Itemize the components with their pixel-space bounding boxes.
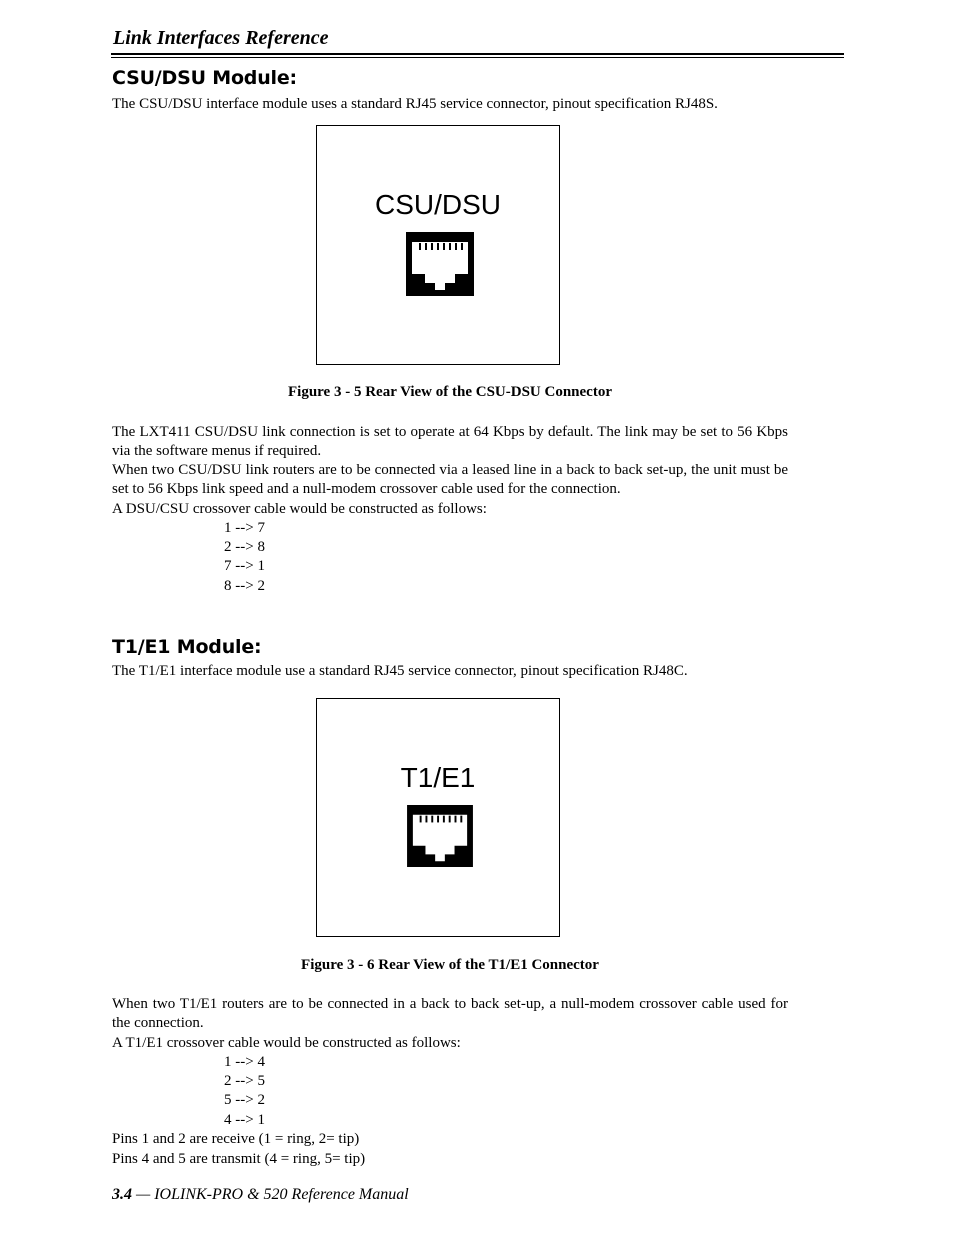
rj45-port-icon <box>406 232 474 296</box>
t1-e1-paragraph-backtoback: When two T1/E1 routers are to be connected in a back to back set-up, a null-modem crossover cable used for the connection. <box>112 996 788 1032</box>
t1-e1-figure <box>316 698 560 937</box>
header-rule-thin <box>111 57 844 58</box>
csu-dsu-crossover-intro: A DSU/CSU crossover cable would be constructed as follows: <box>112 501 487 517</box>
figure-caption-t1-e1: Figure 3 - 6 Rear View of the T1/E1 Connector <box>301 957 599 973</box>
csu-dsu-paragraph-speed: The LXT411 CSU/DSU link connection is set to operate at 64 Kbps by default. The link may be set to 56 Kbps via the software menus if required. <box>112 424 788 460</box>
rj45-port-icon <box>406 805 474 867</box>
csu-dsu-heading: CSU/DSU Module: <box>112 67 297 89</box>
receive-pins-note: Pins 1 and 2 are receive (1 = ring, 2= tip) <box>112 1131 360 1147</box>
csu-dsu-figure-label: CSU/DSU <box>374 189 501 220</box>
page-footer <box>112 1186 409 1204</box>
pin-mapping: 4 --> 1 <box>224 1112 265 1128</box>
csu-dsu-figure <box>316 125 560 365</box>
header-rule <box>111 53 844 55</box>
t1-e1-figure-label: T1/E1 <box>400 762 476 793</box>
t1-e1-crossover-intro: A T1/E1 crossover cable would be constructed as follows: <box>112 1035 461 1051</box>
transmit-pins-note: Pins 4 and 5 are transmit (4 = ring, 5= tip) <box>112 1151 366 1167</box>
manual-title: — IOLINK-PRO & 520 Reference Manual <box>136 1186 409 1203</box>
figure-caption-csu-dsu: Figure 3 - 5 Rear View of the CSU-DSU Connector <box>288 384 612 400</box>
pin-mapping: 2 --> 8 <box>224 539 265 555</box>
pin-mapping: 1 --> 7 <box>224 520 265 536</box>
pin-mapping: 1 --> 4 <box>224 1054 265 1070</box>
t1-e1-intro: The T1/E1 interface module use a standard RJ45 service connector, pinout specification RJ48C. <box>112 663 688 679</box>
csu-dsu-intro: The CSU/DSU interface module uses a standard RJ45 service connector, pinout specification RJ48S. <box>112 96 718 112</box>
t1-e1-heading: T1/E1 Module: <box>112 636 262 658</box>
pin-mapping: 8 --> 2 <box>224 578 265 594</box>
pin-mapping: 5 --> 2 <box>224 1092 265 1108</box>
csu-dsu-paragraph-backtoback: When two CSU/DSU link routers are to be connected via a leased line in a back to back set-up, the unit must be set to 56 Kbps link speed and a null-modem crossover cable used for the connection. <box>112 462 788 498</box>
pin-mapping: 2 --> 5 <box>224 1073 265 1089</box>
page-number: 3.4 <box>112 1186 132 1203</box>
pin-mapping: 7 --> 1 <box>224 558 265 574</box>
page-header-title: Link Interfaces Reference <box>113 27 329 49</box>
